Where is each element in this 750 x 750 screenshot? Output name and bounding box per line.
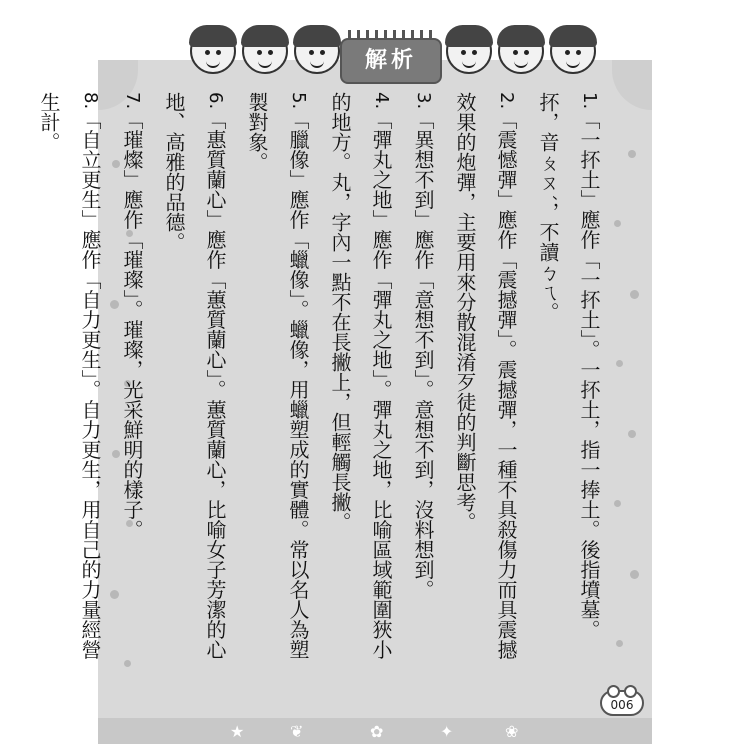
item-text: 「彈丸之地」應作「彈丸之地」。彈丸之地，比喻區域範圍狹小的地方。丸，字內一點不在長撇上，但輕觸長撇。	[328, 92, 393, 660]
swirl-icon: ❀	[505, 722, 519, 741]
kid-face-icon	[498, 28, 544, 74]
list-item	[402, 92, 444, 672]
list-item	[444, 92, 527, 672]
decor-dot	[614, 500, 621, 507]
flower-icon: ✿	[370, 722, 384, 741]
decor-dot	[616, 360, 623, 367]
item-number: 1.	[579, 92, 600, 110]
kid-face-icon	[446, 28, 492, 74]
item-number: 5.	[288, 92, 309, 110]
page-title: 解析	[340, 38, 442, 84]
list-item	[28, 92, 111, 672]
list-item	[236, 92, 319, 672]
list-item	[527, 92, 610, 672]
kid-face-icon	[242, 28, 288, 74]
leaf-icon: ❦	[290, 722, 304, 741]
page-number-badge: 006	[600, 690, 644, 716]
item-text: 「震憾彈」應作「震撼彈」。震撼彈，一種不具殺傷力而具震撼效果的炮彈，主要用來分散混淆歹徒的判斷思考。	[453, 92, 518, 660]
item-number: 3.	[413, 92, 434, 110]
answer-list	[37, 92, 610, 672]
item-number: 8.	[80, 92, 101, 110]
sparkle-icon: ✦	[440, 722, 454, 741]
item-text: 「惠質蘭心」應作「蕙質蘭心」。蕙質蘭心，比喻女子芳潔的心地、高雅的品德。	[162, 92, 227, 660]
item-number: 7.	[122, 92, 143, 110]
decor-dot	[630, 290, 639, 299]
item-text: 「自立更生」應作「自力更生」。自力更生，用自己的力量經營生計。	[37, 92, 102, 660]
decor-dot	[616, 640, 623, 647]
item-number: 6.	[205, 92, 226, 110]
decor-dot	[614, 220, 621, 227]
kid-face-icon	[294, 28, 340, 74]
kid-face-icon	[550, 28, 596, 74]
decor-dot	[628, 430, 636, 438]
decor-dot	[628, 150, 636, 158]
item-text: 「璀燦」應作「璀璨」。璀璨，光采鮮明的樣子。	[120, 109, 144, 540]
kid-face-icon	[190, 28, 236, 74]
item-text: 「異想不到」應作「意想不到」。意想不到，沒料想到。	[411, 109, 435, 600]
item-text: 「臘像」應作「蠟像」。蠟像，用蠟塑成的實體。常以名人為塑製對象。	[245, 92, 310, 660]
item-number: 4.	[371, 92, 392, 110]
decor-dot	[630, 570, 639, 579]
item-text: 「一抔土」應作「一抔土」。一抔土，指一捧土。後指墳墓。抔，音ㄆㄡˊ，不讀ㄅㄟ。	[536, 92, 601, 640]
list-item	[153, 92, 236, 672]
list-item	[111, 92, 153, 672]
star-icon: ★	[230, 722, 245, 741]
item-number: 2.	[496, 92, 517, 110]
list-item	[319, 92, 402, 672]
